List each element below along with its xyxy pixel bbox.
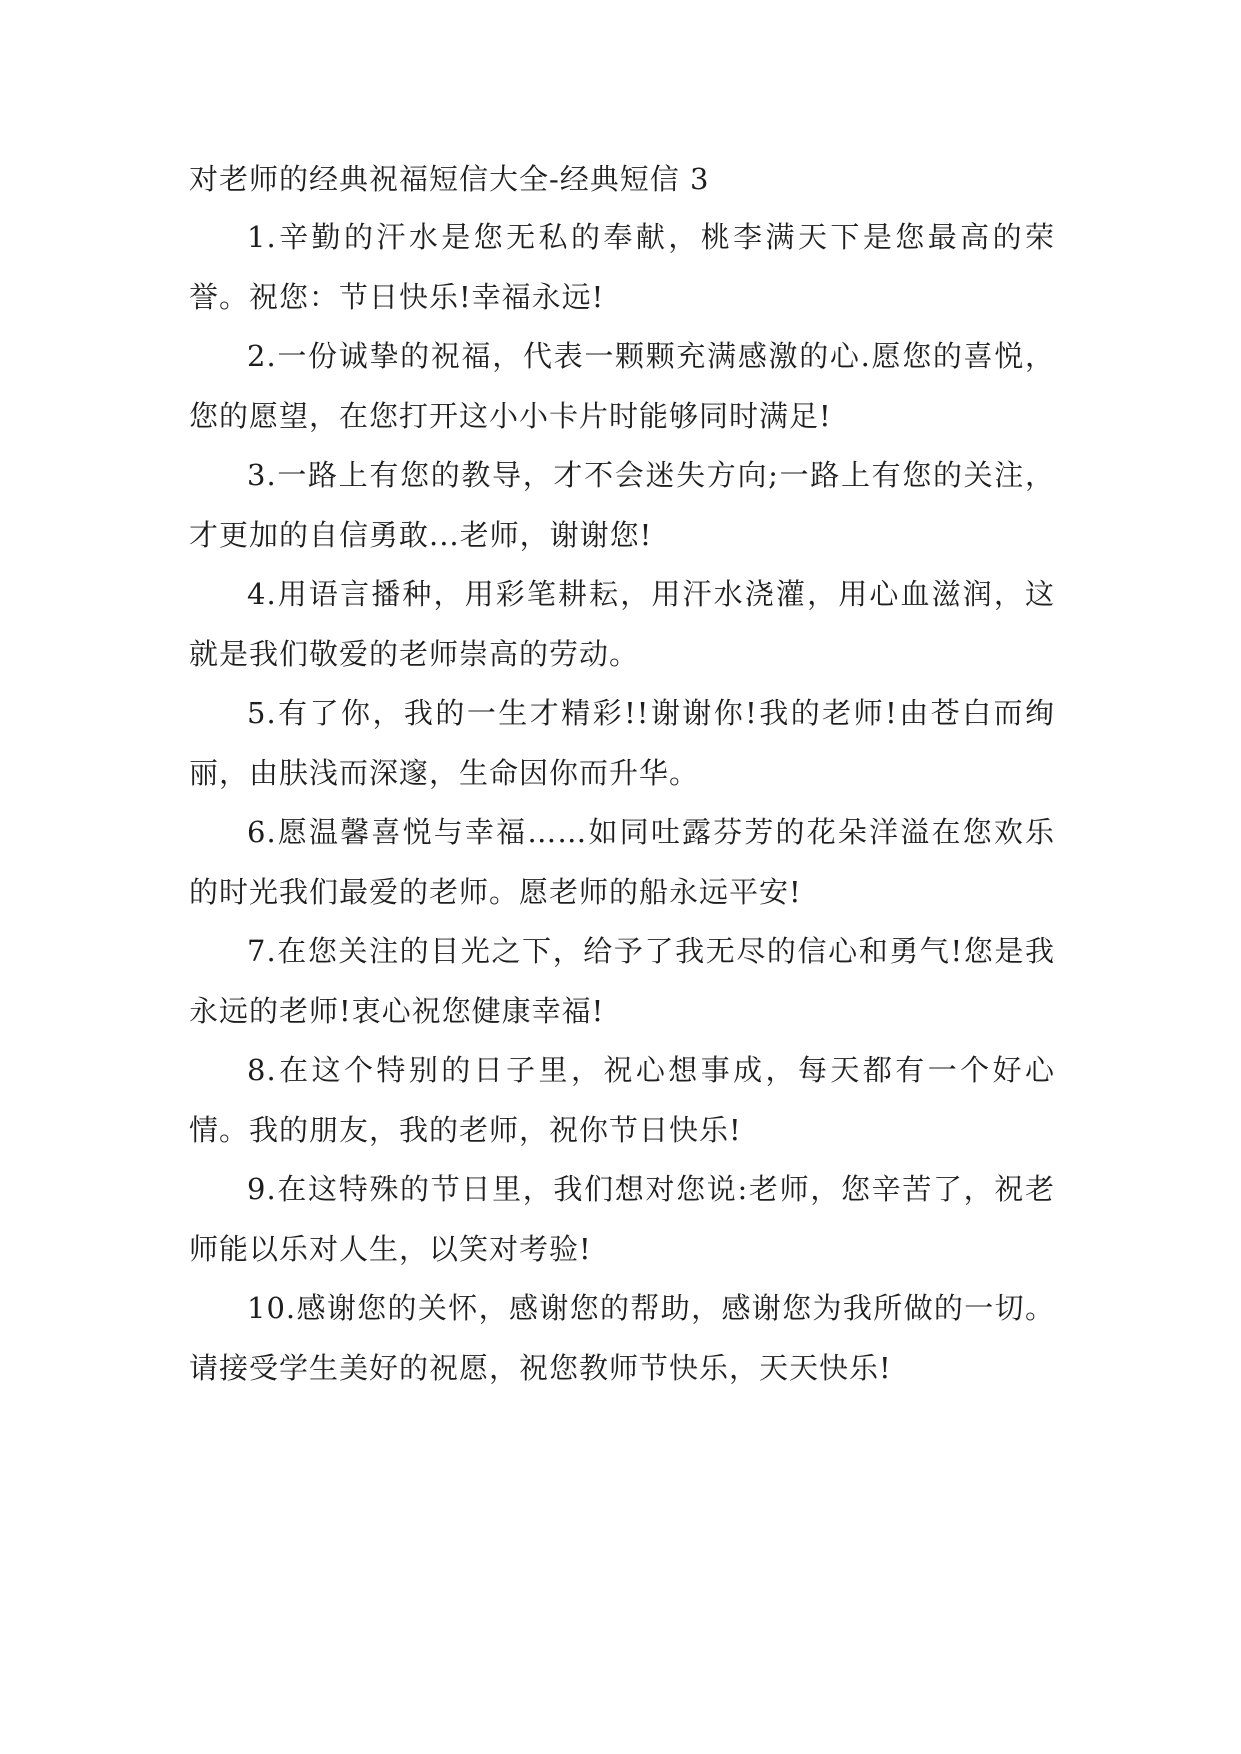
paragraph-3: 3.一路上有您的教导，才不会迷失方向;一路上有您的关注，才更加的自信勇敢...老师，谢谢您! bbox=[189, 458, 1055, 552]
document-title: 对老师的经典祝福短信大全-经典短信 3 bbox=[189, 162, 710, 196]
paragraph-10: 10.感谢您的关怀，感谢您的帮助，感谢您为我所做的一切。请接受学生美好的祝愿，祝您教师节快乐，天天快乐! bbox=[189, 1291, 1055, 1385]
document-body bbox=[189, 150, 1055, 1398]
paragraph-4: 4.用语言播种，用彩笔耕耘，用汗水浇灌，用心血滋润，这就是我们敬爱的老师崇高的劳动。 bbox=[189, 577, 1055, 671]
paragraph-6: 6.愿温馨喜悦与幸福……如同吐露芬芳的花朵洋溢在您欢乐的时光我们最爱的老师。愿老师的船永远平安! bbox=[189, 815, 1055, 909]
paragraph-7: 7.在您关注的目光之下，给予了我无尽的信心和勇气!您是我永远的老师!衷心祝您健康幸福! bbox=[189, 934, 1055, 1028]
paragraph-8: 8.在这个特别的日子里，祝心想事成，每天都有一个好心情。我的朋友，我的老师，祝你节日快乐! bbox=[189, 1053, 1055, 1147]
paragraph-5: 5.有了你，我的一生才精彩!!谢谢你!我的老师!由苍白而绚丽，由肤浅而深邃，生命因你而升华。 bbox=[189, 696, 1055, 790]
paragraph-2: 2.一份诚挚的祝福，代表一颗颗充满感激的心.愿您的喜悦，您的愿望，在您打开这小小卡片时能够同时满足! bbox=[189, 339, 1055, 433]
paragraph-9: 9.在这特殊的节日里，我们想对您说:老师，您辛苦了，祝老师能以乐对人生，以笑对考验! bbox=[189, 1172, 1055, 1266]
paragraph-1: 1.辛勤的汗水是您无私的奉献，桃李满天下是您最高的荣誉。祝您：节日快乐!幸福永远! bbox=[189, 220, 1055, 314]
